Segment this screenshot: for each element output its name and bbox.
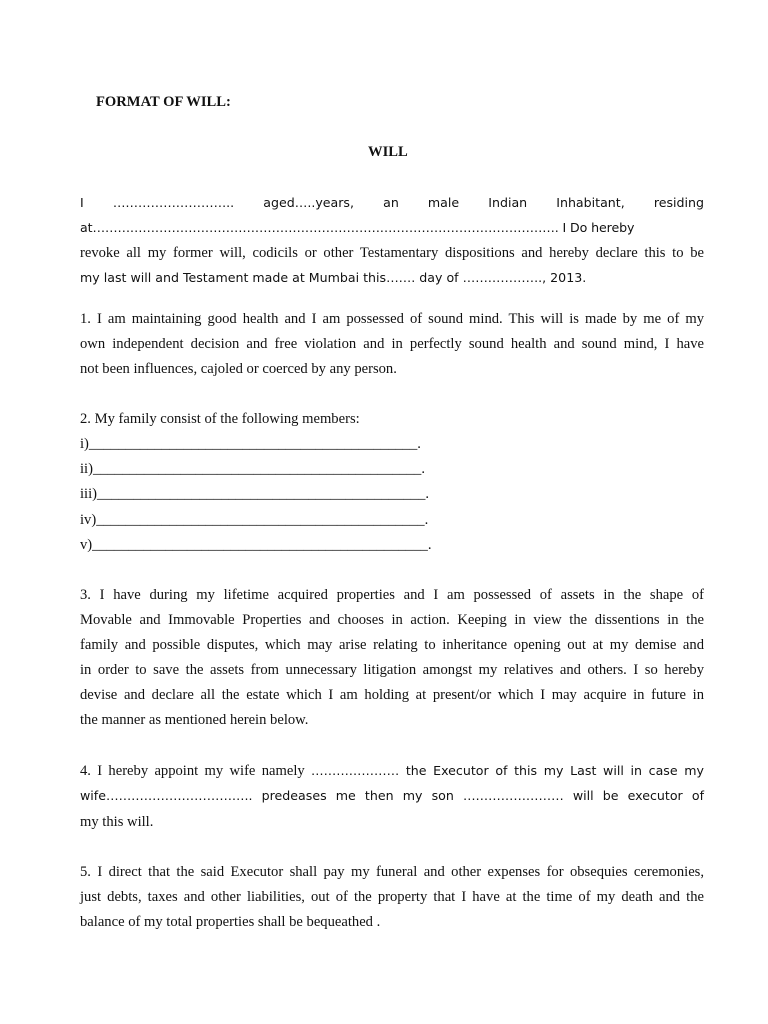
- clause5-line-3: balance of my total properties shall be bequeathed .: [80, 914, 381, 930]
- clause1-line-1: 1. I am maintaining good health and I am possessed of sound mind. This will is made by me of my: [80, 311, 704, 327]
- intro-text-1: I ……………………….. aged…..years, an male Indian Inhabitant, residing: [80, 195, 704, 210]
- clause5-line-1: 5. I direct that the said Executor shall pay my funeral and other expenses for obsequies ceremonies,: [80, 864, 704, 880]
- clause4-line-3: my this will.: [80, 814, 154, 830]
- clause4-text-1a: 4. I hereby appoint my wife namely: [80, 763, 305, 779]
- clause3-line-2: Movable and Immovable Properties and chooses in action. Keeping in view the dissentions in the: [80, 612, 704, 628]
- intro-line-4: my last will and Testament made at Mumbai this……. day of ………………., 2013.: [80, 270, 587, 285]
- clause3-line-1: 3. I have during my lifetime acquired properties and I am possessed of assets in the shape of: [80, 587, 704, 603]
- family-member-line: i)_____________________________________________.: [80, 436, 421, 452]
- intro-line-1: [80, 194, 704, 212]
- clause2-intro: 2. My family consist of the following members:: [80, 411, 360, 427]
- family-member-line: iii)_____________________________________________.: [80, 486, 430, 502]
- clause4-line-2: [80, 787, 704, 805]
- format-heading: FORMAT OF WILL:: [96, 94, 231, 110]
- clause4-line-1: [80, 762, 704, 780]
- clause5-line-2: just debts, taxes and other liabilities, out of the property that I have at the time of my death and the: [80, 889, 704, 905]
- clause1-line-2: own independent decision and free violation and in perfectly sound health and sound mind, I have: [80, 336, 704, 352]
- clause4-text-2b: …………………………….. predeases me then my son …………………… will be executor of: [105, 788, 704, 803]
- clause3-line-4: in order to save the assets from unnecessary litigation amongst my relatives and others. I so hereby: [80, 662, 704, 678]
- intro-line-2: at…………………………………………………………………………………………………. I Do hereby: [80, 220, 635, 235]
- clause3-line-3: family and possible disputes, which may arise relating to inheritance opening out at my demise and: [80, 637, 704, 653]
- intro-line-3: revoke all my former will, codicils or other Testamentary dispositions and hereby declare this to be: [80, 245, 704, 261]
- document-title: WILL: [368, 144, 408, 160]
- clause4-text-1b: ………………… the Executor of this my Last will in case my: [311, 763, 704, 778]
- family-member-line: ii)_____________________________________________.: [80, 461, 425, 477]
- clause3-line-5: devise and declare all the estate which I am holding at present/or which I may acquire in future in: [80, 687, 704, 703]
- family-member-line: v)______________________________________________.: [80, 537, 432, 553]
- clause3-line-6: the manner as mentioned herein below.: [80, 712, 309, 728]
- family-member-line: iv)_____________________________________________.: [80, 512, 429, 528]
- clause4-text-2a: wife: [80, 788, 106, 803]
- clause1-line-3: not been influences, cajoled or coerced by any person.: [80, 361, 397, 377]
